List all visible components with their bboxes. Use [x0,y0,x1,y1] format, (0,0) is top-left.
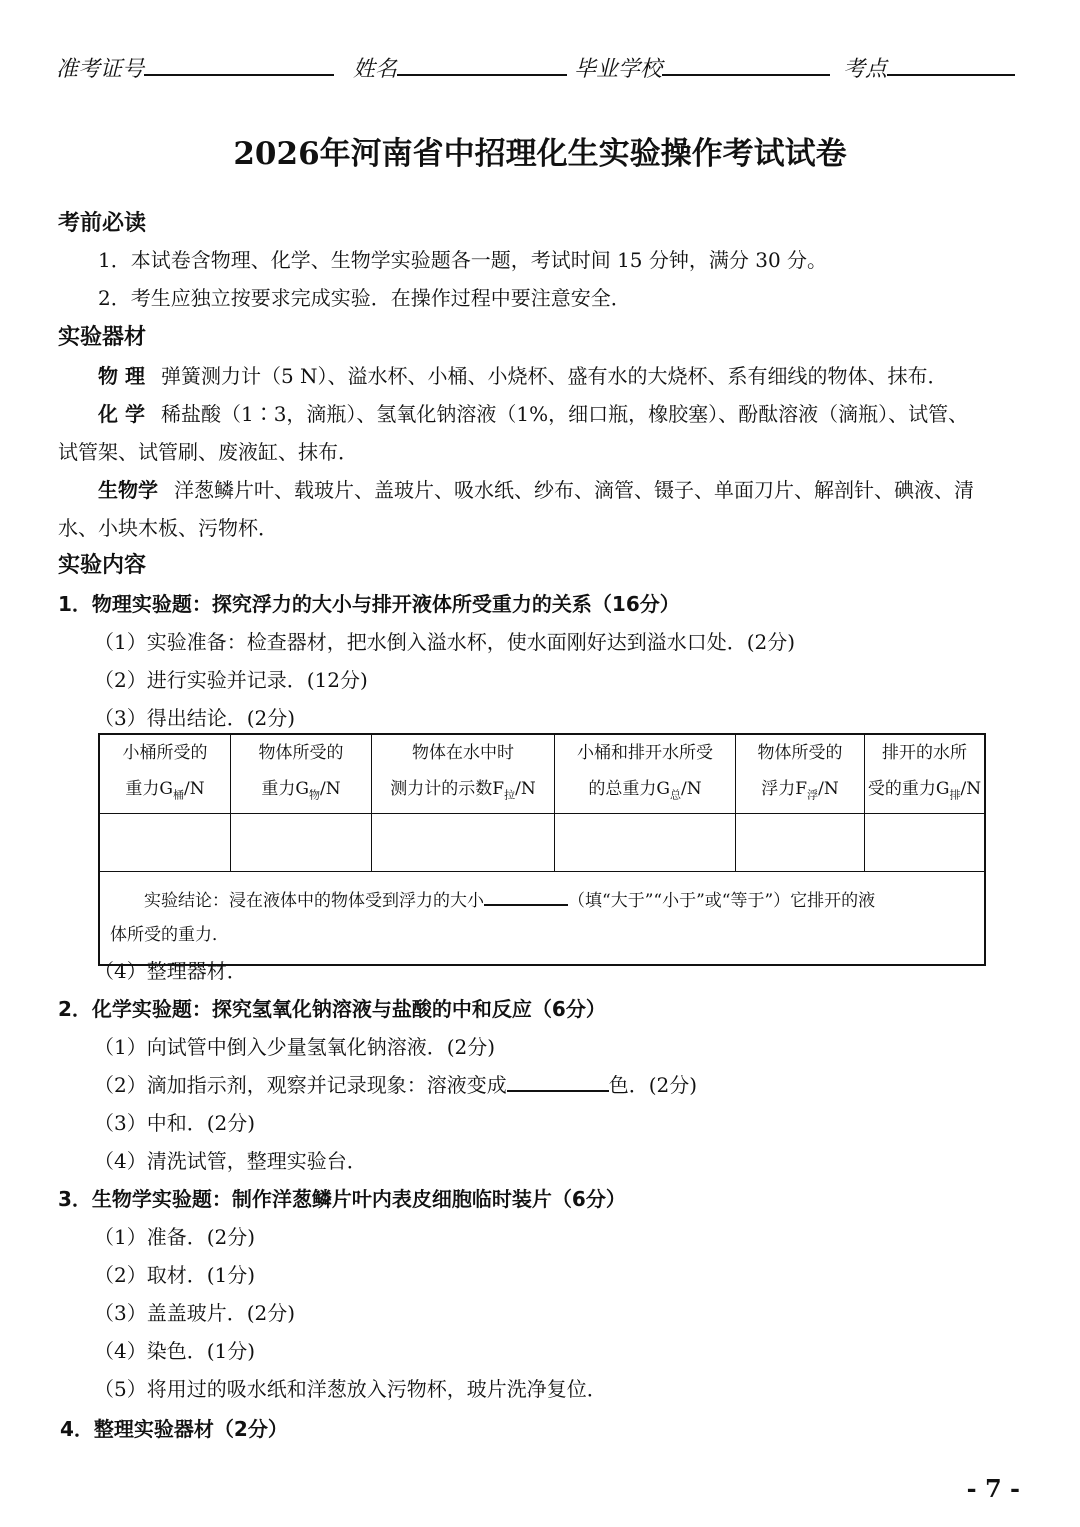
conclusion-text-2: （填“大于”“小于”或“等于”）它排开的液 [568,891,876,912]
name-field[interactable] [397,56,567,76]
equipment-physics [98,362,948,390]
color-blank[interactable] [507,1072,609,1092]
conclusion-text-3: 体所受的重力． [110,925,229,946]
col-scale-reading: 物体在水中时 测力计的示数$F_拉/N$ [372,734,555,814]
conclusion-text-1: 实验结论：浸在液体中的物体受到浮力的大小 [144,891,484,912]
table-header-row [99,734,985,814]
q3-step-1: （1）准备．(2分) [94,1225,256,1249]
page-title: 2026年河南省中招理化生实验操作考试试卷 [233,136,847,172]
q2-step-4: （4）清洗试管，整理实验台． [94,1149,367,1173]
q2-title: 2．化学实验题：探究氢氧化钠溶液与盐酸的中和反应（6分） [58,997,606,1021]
q3-title: 3．生物学实验题：制作洋葱鳞片叶内表皮细胞临时装片（6分） [58,1187,626,1211]
col-displaced-water: 排开的水所 受的重力$G_排/N$ [865,734,986,814]
conclusion-blank[interactable] [484,888,568,906]
q2-step-3: （3）中和．(2分) [94,1111,256,1135]
physics-text: 弹簧测力计（5 N）、溢水杯、小桶、小烧杯、盛有水的大烧杯、系有细线的物体、抹布． [160,364,948,388]
name-label: 姓名 [353,57,398,82]
record-table [98,733,986,966]
equipment-heading: 实验器材 [58,325,147,350]
site-label: 考点 [843,57,888,82]
school-label: 毕业学校 [574,57,663,82]
must-read-item-1: 1．本试卷含物理、化学、生物学实验题各一题，考试时间 15 分钟，满分 30 分。 [98,248,828,272]
biology-label: 生物学 [98,478,158,502]
equipment-biology [98,476,974,504]
q3-step-3: （3）盖盖玻片．(2分) [94,1301,296,1325]
must-read-heading: 考前必读 [58,211,147,236]
q3-step-5: （5）将用过的吸水纸和洋葱放入污物杯，玻片洗净复位． [94,1377,607,1401]
q1-step-3: （3）得出结论．(2分) [94,706,296,730]
q2-step-1: （1）向试管中倒入少量氢氧化钠溶液．(2分) [94,1035,496,1059]
biology-text-2: 水、小块木板、污物杯． [58,516,278,540]
exam-id-label: 准考证号 [56,57,145,82]
q3-step-2: （2）取材．(1分) [94,1263,256,1287]
table-cell[interactable] [555,814,736,872]
page-number: - 7 - [966,1474,1020,1503]
q1-step-4: （4）整理器材． [94,959,247,983]
biology-text-1: 洋葱鳞片叶、载玻片、盖玻片、吸水纸、纱布、滴管、镊子、单面刀片、解剖针、碘液、清 [174,478,974,502]
col-total-weight: 小桶和排开水所受 的总重力$G_总/N$ [555,734,736,814]
table-cell[interactable] [865,814,986,872]
table-cell[interactable] [736,814,865,872]
col-buoyancy: 物体所受的 浮力$F_浮/N$ [736,734,865,814]
table-cell[interactable] [231,814,372,872]
table-cell[interactable] [99,814,231,872]
q3-step-4: （4）染色．(1分) [94,1339,256,1363]
col-object-weight: 物体所受的 重力$G_物/N$ [231,734,372,814]
q2-step-2 [94,1071,697,1099]
q2-step-2-text-a: （2）滴加指示剂，观察并记录现象：溶液变成 [94,1073,507,1097]
q2-step-2-text-b: 色．(2分) [608,1073,698,1097]
chemistry-label: 化 学 [98,402,145,426]
site-field[interactable] [887,56,1015,76]
exam-id-field[interactable] [144,56,334,76]
equipment-chemistry [98,400,968,428]
table-cell[interactable] [372,814,555,872]
content-heading: 实验内容 [58,553,147,578]
conclusion-cell [99,872,985,966]
table-data-row [99,814,985,872]
physics-label: 物 理 [98,364,145,388]
q1-step-2: （2）进行实验并记录．(12分) [94,668,368,692]
col-bucket-weight: 小桶所受的 重力$G_桶/N$ [99,734,231,814]
q1-step-1: （1）实验准备：检查器材，把水倒入溢水杯，使水面刚好达到溢水口处．(2分) [94,630,796,654]
q1-title: 1．物理实验题：探究浮力的大小与排开液体所受重力的关系（16分） [58,592,680,616]
candidate-info-row [56,56,1015,84]
chemistry-text-1: 稀盐酸（1∶3，滴瓶）、氢氧化钠溶液（1%，细口瓶，橡胶塞）、酚酞溶液（滴瓶）、试管、 [160,402,969,426]
table-conclusion-row [99,872,985,966]
must-read-item-2: 2．考生应独立按要求完成实验．在操作过程中要注意安全． [98,286,631,310]
chemistry-text-2: 试管架、试管刷、废液缸、抹布． [58,440,358,464]
school-field[interactable] [662,56,830,76]
q4-title: 4．整理实验器材（2分） [60,1417,288,1441]
